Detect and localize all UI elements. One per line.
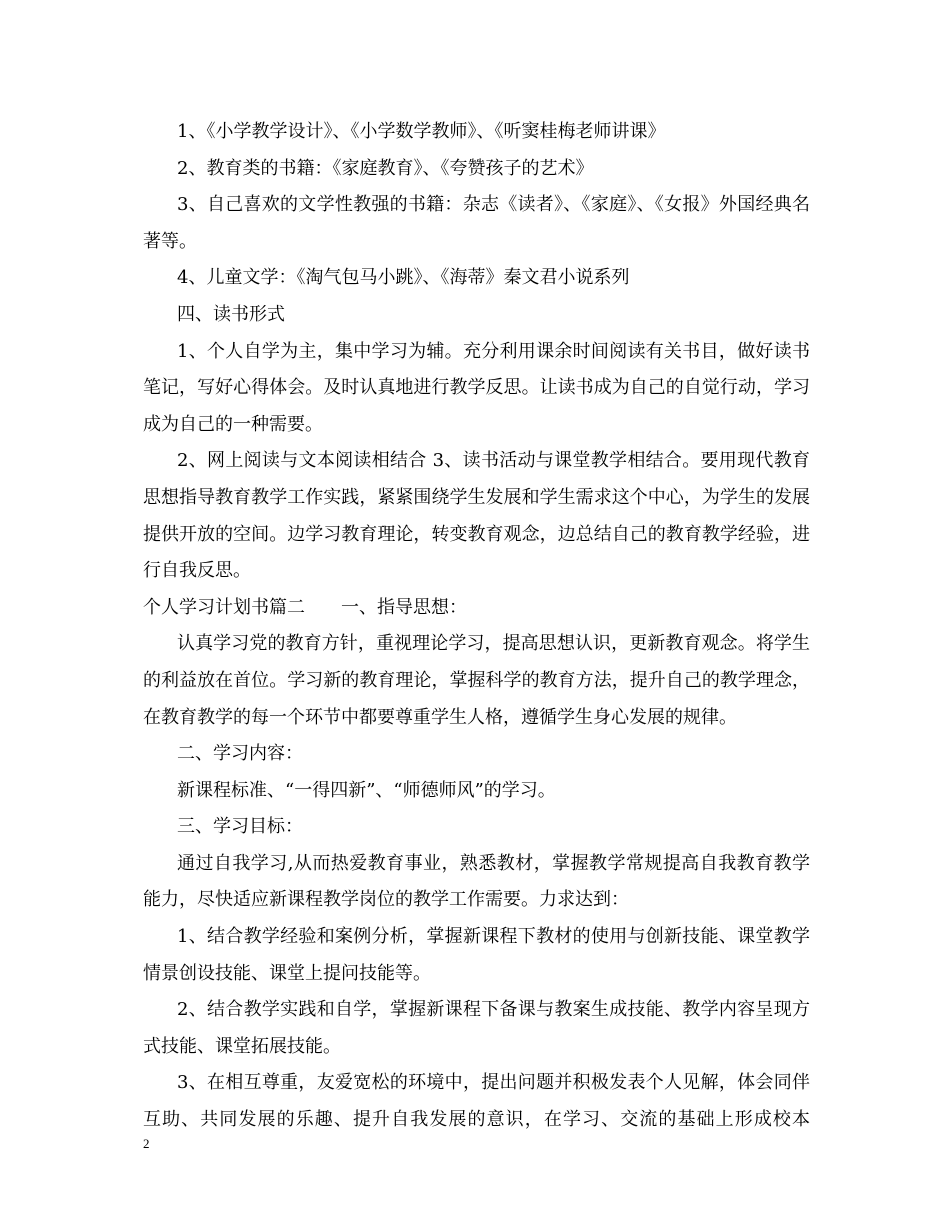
paragraph-goal-3: 3、在相互尊重，友爱宽松的环境中，提出问题并积极发表个人见解，体会同伴互助、共同发展的乐趣、提升自我发展的意识，在学习、交流的基础上形成校本 <box>143 1072 810 1131</box>
section-heading-study-content: 二、学习内容： <box>177 743 303 765</box>
paragraph-guiding-thought: 认真学习党的教育方针，重视理论学习，提高思想认识，更新教育观念。将学生的利益放在首位。学习新的教育理论，掌握科学的教育方法，提升自己的教学理念，在教育教学的每一个环节中都要尊重学生人格，遵循学生身心发展的规律。 <box>143 633 810 728</box>
list-item-book-1: 1、《小学教学设计》、《小学数学教师》、《听窦桂梅老师讲课》 <box>177 121 666 142</box>
paragraph-study-content: 新课程标准、“一得四新”、“师德师风”的学习。 <box>177 779 556 801</box>
list-item-book-4: 4、儿童文学：《淘气包马小跳》、《海蒂》秦文君小说系列 <box>177 267 630 289</box>
paragraph-study-goals: 通过自我学习,从而热爱教育事业，熟悉教材，掌握教学常规提高自我教育教学能力，尽快适应新课程教学岗位的教学工作需要。力求达到： <box>143 852 810 911</box>
section-heading-reading-form: 四、读书形式 <box>177 303 285 325</box>
paragraph-reading-form-2: 2、网上阅读与文本阅读相结合 3、读书活动与课堂教学相结合。要用现代教育思想指导教育教学工作实践，紧紧围绕学生发展和学生需求这个中心，为学生的发展提供开放的空间。边学习教育理论，转变教育观念，边总结自己的教育教学经验，进行自我反思。 <box>143 450 810 582</box>
paragraph-reading-form-1: 1、个人自学为主，集中学习为辅。充分利用课余时间阅读有关书目，做好读书笔记，写好心得体会。及时认真地进行教学反思。让读书成为自己的自觉行动，学习成为自己的一种需要。 <box>143 340 810 435</box>
section-title-plan-two: 个人学习计划书篇二 一、指导思想： <box>143 596 467 618</box>
page-number: 2 <box>143 1136 150 1151</box>
list-item-book-2: 2、教育类的书籍：《家庭教育》、《夸赞孩子的艺术》 <box>177 157 594 179</box>
paragraph-goal-2: 2、结合教学实践和自学，掌握新课程下备课与教案生成技能、教学内容呈现方式技能、课堂拓展技能。 <box>143 999 810 1057</box>
list-item-book-3: 3、自己喜欢的文学性教强的书籍：杂志《读者》、《家庭》、《女报》外国经典名著等。 <box>143 194 810 252</box>
paragraph-goal-1: 1、结合教学经验和案例分析，掌握新课程下教材的使用与创新技能、课堂教学情景创设技能、课堂上提问技能等。 <box>143 926 810 984</box>
section-heading-study-goals: 三、学习目标： <box>177 816 303 838</box>
document-body <box>143 114 810 1139</box>
